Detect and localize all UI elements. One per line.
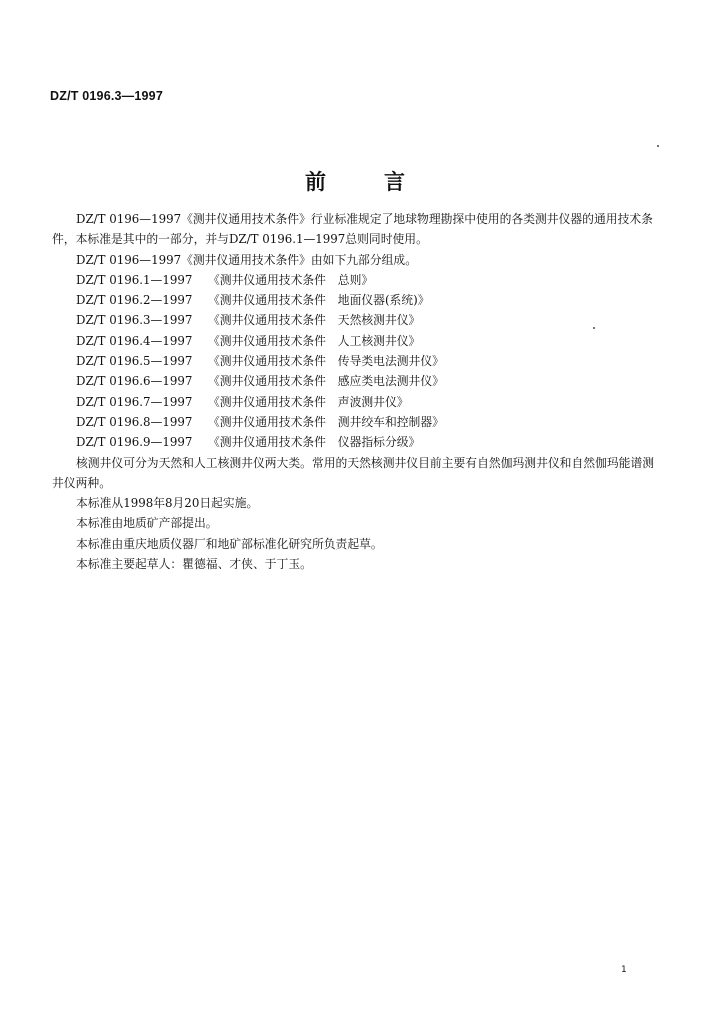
part-code: DZ/T 0196.2—1997	[76, 293, 193, 308]
part-title: 《测井仪通用技术条件 天然核测井仪》	[208, 313, 421, 328]
paragraph-drafting-units: 本标准由重庆地质仪器厂和地矿部标准化研究所负责起草。	[76, 536, 383, 551]
list-item	[52, 351, 660, 371]
list-item	[52, 371, 660, 391]
part-title: 《测井仪通用技术条件 人工核测井仪》	[208, 333, 421, 348]
paragraph-drafters: 本标准主要起草人：瞿德福、才侠、于丁玉。	[76, 557, 312, 572]
part-title: 《测井仪通用技术条件 测井绞车和控制器》	[208, 414, 444, 429]
page-number: 1	[621, 965, 627, 975]
list-item	[52, 310, 660, 330]
part-code: DZ/T 0196.3—1997	[76, 313, 193, 328]
part-code: DZ/T 0196.7—1997	[76, 394, 193, 409]
list-item	[52, 290, 660, 310]
document-code: DZ/T 0196.3—1997	[50, 89, 163, 103]
paragraph-parts-intro: DZ/T 0196—1997《测井仪通用技术条件》由如下九部分组成。	[76, 252, 418, 267]
part-title: 《测井仪通用技术条件 感应类电法测井仪》	[208, 374, 444, 389]
list-item	[52, 432, 660, 452]
parts-list	[52, 270, 660, 453]
paragraph-proposer: 本标准由地质矿产部提出。	[76, 516, 218, 531]
part-code: DZ/T 0196.5—1997	[76, 354, 193, 369]
paragraph-nuclear-types: 核测井仪可分为天然和人工核测井仪两大类。常用的天然核测井仪目前主要有自然伽玛测井仪和自然伽玛能谱测井仪两种。	[52, 455, 655, 490]
part-code: DZ/T 0196.1—1997	[76, 272, 193, 287]
scan-speck	[657, 145, 659, 147]
part-title: 《测井仪通用技术条件 传导类电法测井仪》	[208, 354, 444, 369]
title-char-right: 言	[384, 170, 405, 194]
part-title: 《测井仪通用技术条件 声波测井仪》	[208, 394, 409, 409]
list-item	[52, 331, 660, 351]
paragraph-effective-date: 本标准从1998年8月20日起实施。	[76, 496, 259, 511]
part-code: DZ/T 0196.6—1997	[76, 374, 193, 389]
paragraph-intro: DZ/T 0196—1997《测井仪通用技术条件》行业标准规定了地球物理勘探中使用的各类测井仪器的通用技术条件，本标准是其中的一部分，并与DZ/T 0196.1—1997总则同时使用。	[52, 212, 653, 247]
foreword-body	[52, 209, 660, 574]
part-title: 《测井仪通用技术条件 总则》	[208, 272, 374, 287]
part-code: DZ/T 0196.9—1997	[76, 435, 193, 450]
title-char-left: 前	[305, 170, 326, 194]
part-title: 《测井仪通用技术条件 仪器指标分级》	[208, 435, 421, 450]
list-item	[52, 270, 660, 290]
part-code: DZ/T 0196.4—1997	[76, 333, 193, 348]
list-item	[52, 392, 660, 412]
part-code: DZ/T 0196.8—1997	[76, 414, 193, 429]
list-item	[52, 412, 660, 432]
scan-speck	[593, 327, 595, 329]
page-title	[0, 166, 710, 196]
part-title: 《测井仪通用技术条件 地面仪器(系统)》	[208, 293, 430, 308]
